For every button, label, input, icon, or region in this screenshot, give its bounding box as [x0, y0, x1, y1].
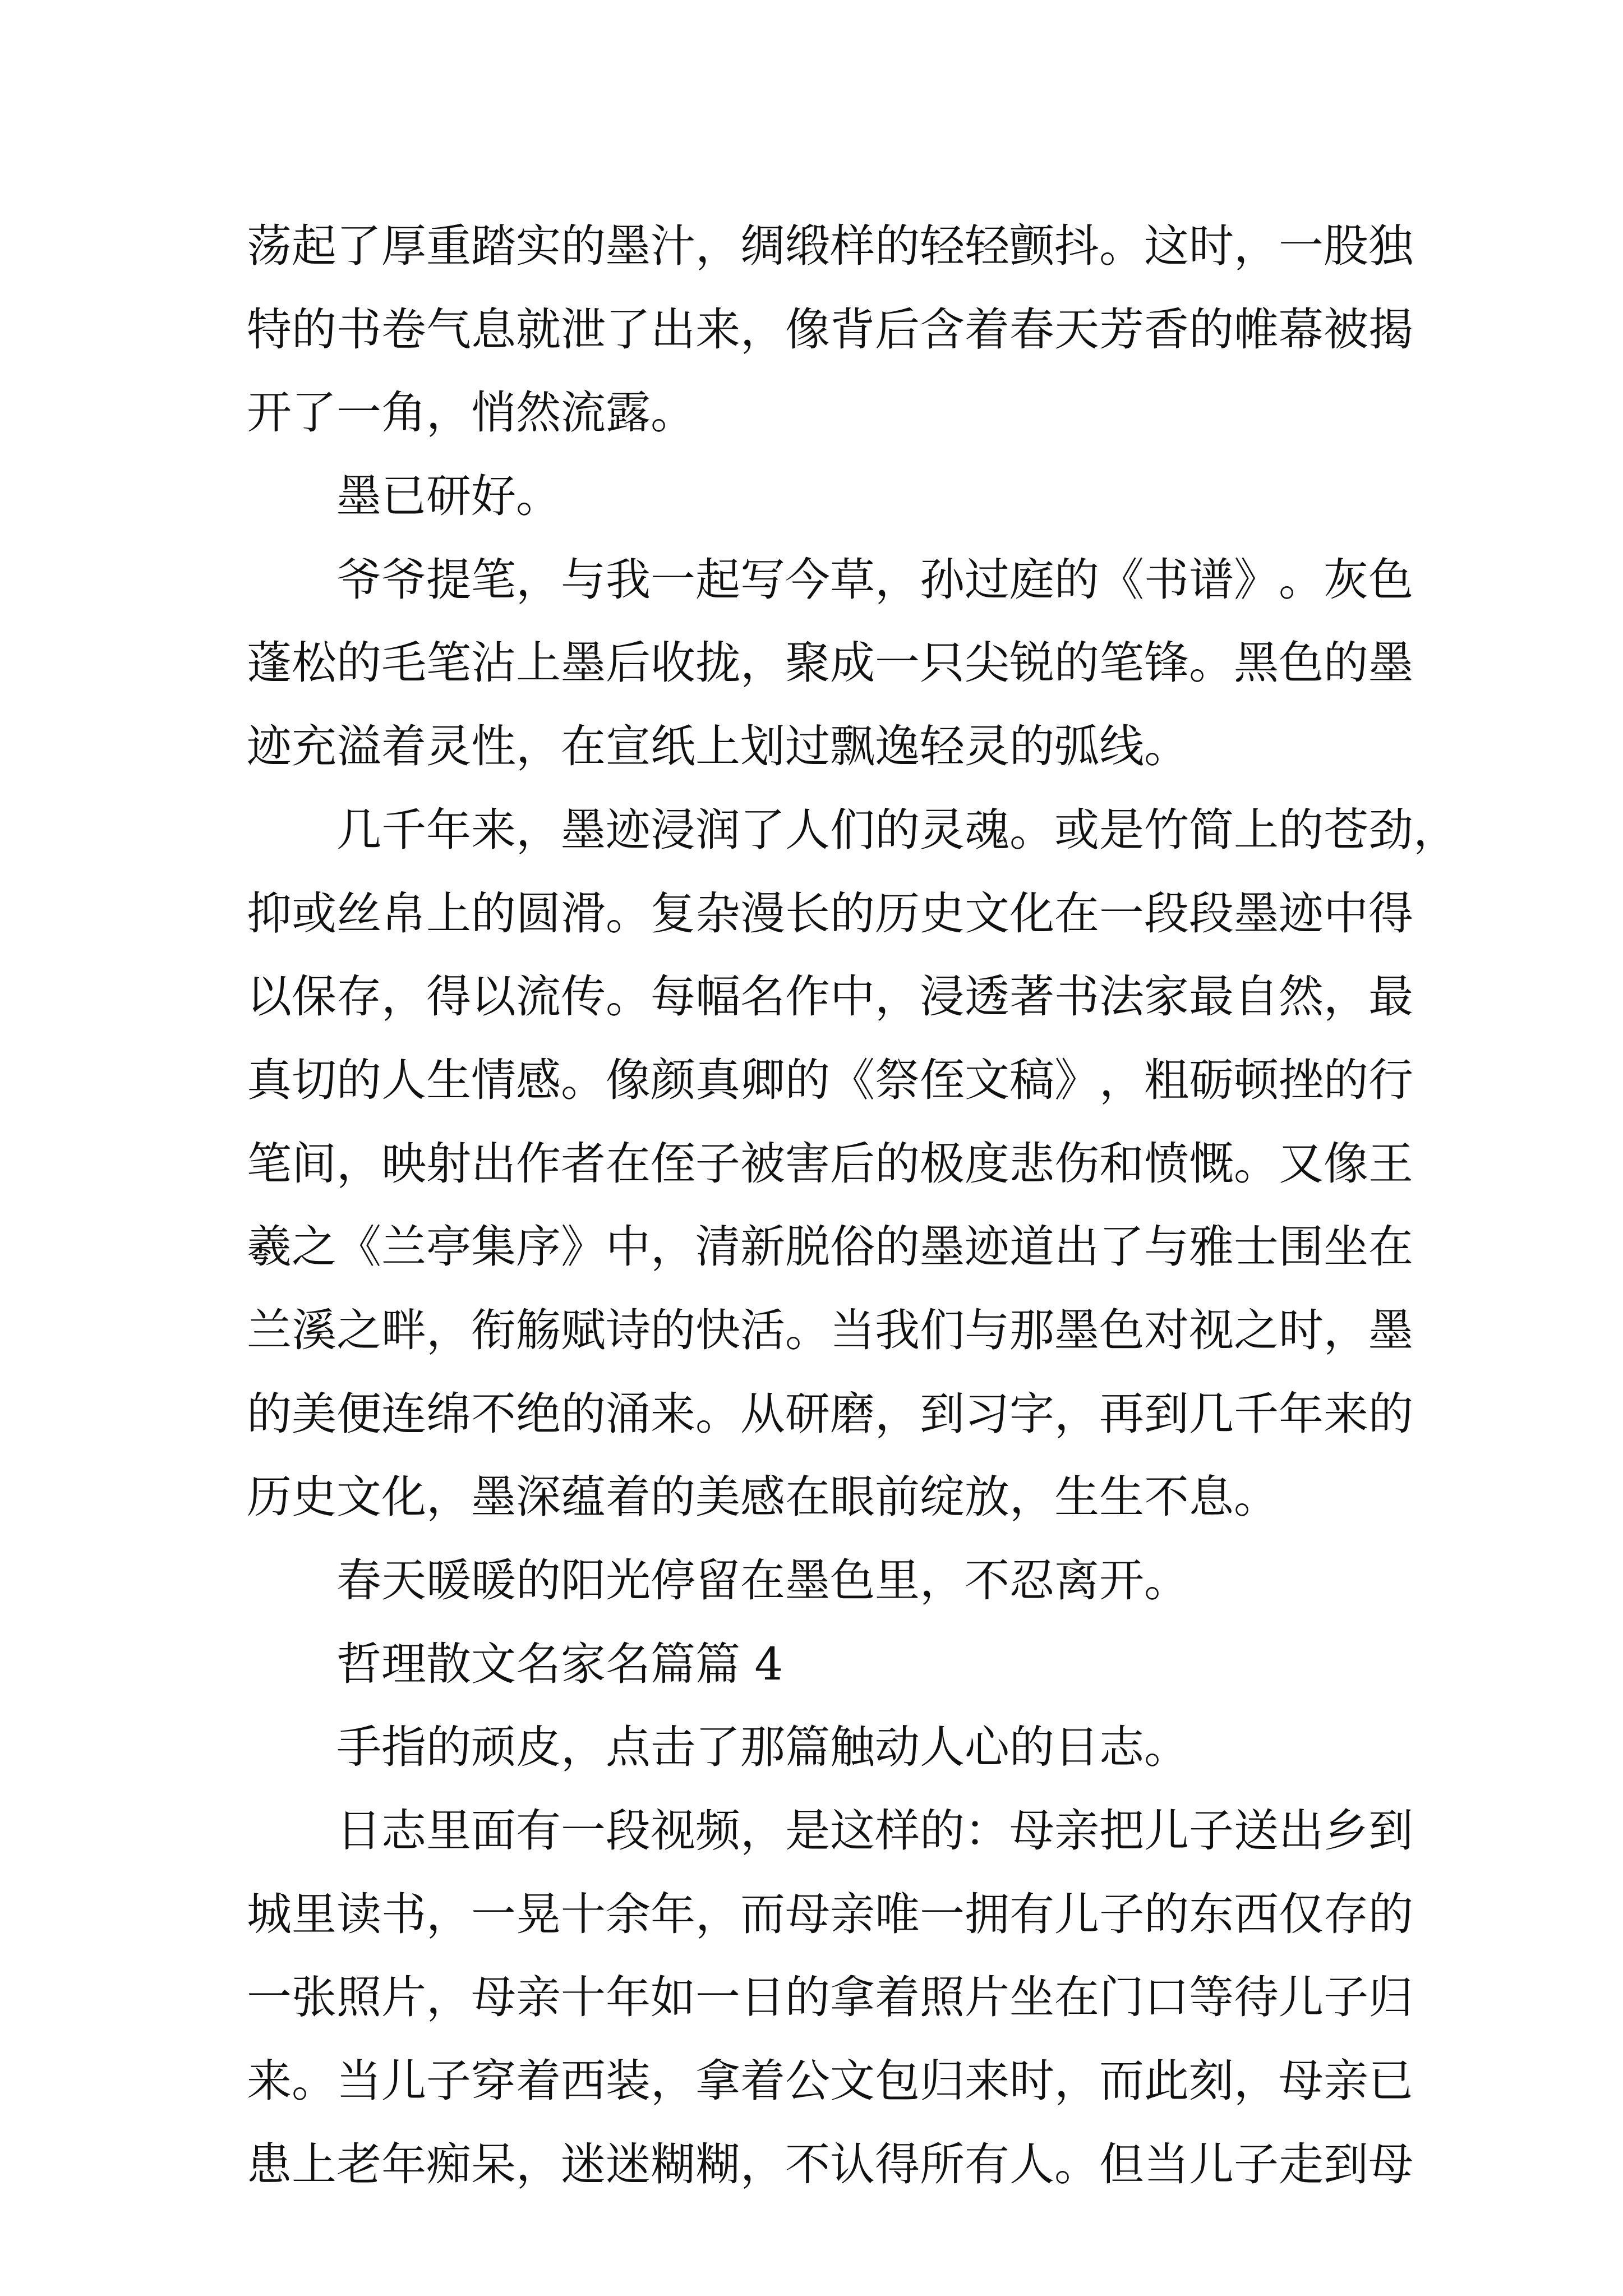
text-line: 手指的顽皮，点击了那篇触动人心的日志。 [336, 1721, 1189, 1774]
text-line: 日 志 里 面 有 一 段 视 频 ， 是 这 样 的 ： 母 亲 把 儿 子 送 出 乡 到 [336, 1805, 1413, 1857]
text-line: 笔 间 ， 映 射 出 作 者 在 侄 子 被 害 后 的 极 度 悲 伤 和 愤 慨 。 又 像 王 [247, 1137, 1413, 1190]
text-line: 抑 或 丝 帛 上 的 圆 滑 。 复 杂 漫 长 的 历 史 文 化 在 一 段 段 墨 迹 中 得 [247, 887, 1413, 940]
text-line: 历史文化，墨深蕴着的美感在眼前绽放，生生不息。 [247, 1471, 1279, 1524]
text-line: 开了一角，悄然流露。 [247, 386, 695, 439]
text-line: 荡 起 了 厚 重 踏 实 的 墨 汁 ， 绸 缎 样 的 轻 轻 颤 抖 。 这 时 ， 一 股 独 [247, 220, 1413, 272]
text-line: 城 里 读 书 ， 一 晃 十 余 年 ， 而 母 亲 唯 一 拥 有 儿 子 的 东 西 仅 存 的 [247, 1888, 1413, 1940]
text-line: 真 切 的 人 生 情 感 。 像 颜 真 卿 的 《 祭 侄 文 稿 》 ， 粗 砺 顿 挫 的 行 [247, 1053, 1413, 1106]
text-line: 迹充溢着灵性，在宣纸上划过飘逸轻灵的弧线。 [247, 720, 1189, 773]
text-line: 春天暖暖的阳光停留在墨色里，不忍离开。 [336, 1554, 1189, 1607]
text-line: 患 上 老 年 痴 呆 ， 迷 迷 糊 糊 ， 不 认 得 所 有 人 。 但 当 儿 子 走 到 母 [247, 2138, 1413, 2191]
text-line: 特 的 书 卷 气 息 就 泄 了 出 来 ， 像 背 后 含 着 春 天 芳 香 的 帷 幕 被 揭 [247, 303, 1413, 356]
text-line: 兰 溪 之 畔 ， 衔 觞 赋 诗 的 快 活 。 当 我 们 与 那 墨 色 对 视 之 时 ， 墨 [247, 1304, 1413, 1356]
text-line: 墨已研好。 [336, 470, 561, 523]
text-line: 蓬 松 的 毛 笔 沾 上 墨 后 收 拢 ， 聚 成 一 只 尖 锐 的 笔 锋 。 黑 色 的 墨 [247, 637, 1413, 689]
text-line: 以 保 存 ， 得 以 流 传 。 每 幅 名 作 中 ， 浸 透 著 书 法 家 最 自 然 ， 最 [247, 970, 1413, 1023]
text-line: 爷 爷 提 笔 ， 与 我 一 起 写 今 草 ， 孙 过 庭 的 《 书 谱 》 。 灰 色 [336, 553, 1413, 606]
text-line: 的 美 便 连 绵 不 绝 的 涌 来 。 从 研 磨 ， 到 习 字 ， 再 到 几 千 年 来 的 [247, 1387, 1413, 1440]
body-text [247, 205, 1458, 2207]
text-line: 羲 之 《 兰 亭 集 序 》 中 ， 清 新 脱 俗 的 墨 迹 道 出 了 与 雅 士 围 坐 在 [247, 1221, 1413, 1273]
section-heading: 哲理散文名家名篇篇 4 [336, 1637, 783, 1690]
text-line: 一 张 照 片 ， 母 亲 十 年 如 一 日 的 拿 着 照 片 坐 在 门 口 等 待 儿 子 归 [247, 1971, 1413, 2024]
text-line: 来 。 当 儿 子 穿 着 西 装 ， 拿 着 公 文 包 归 来 时 ， 而 此 刻 ， 母 亲 已 [247, 2055, 1413, 2108]
text-line: 几 千 年 来 ， 墨 迹 浸 润 了 人 们 的 灵 魂 。 或 是 竹 简 上 的 苍 劲 ， [336, 803, 1458, 856]
